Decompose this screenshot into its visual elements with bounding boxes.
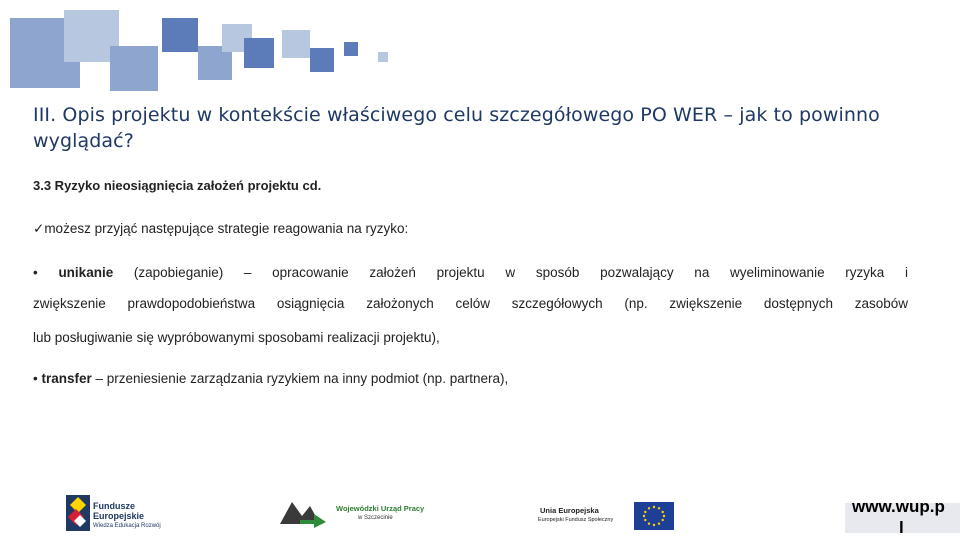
fe-line3: Wiedza Edukacja Rozwój [93,523,161,529]
wup-logo [280,498,430,530]
fe-star-icon [66,495,90,531]
deco-square [110,46,158,91]
eu-line2: Europejski Fundusz Społeczny [538,517,614,523]
eu-flag-icon [634,502,674,530]
deco-square [282,30,310,58]
intro-text: możesz przyjąć następujące strategie reagowania na ryzyko: [44,221,409,236]
deco-square [162,18,198,52]
wup-line1: Wojewódzki Urząd Pracy [336,504,425,513]
bullet-unikanie-line3: lub posługiwanie się wypróbowanymi sposobami realizacji projektu), [33,330,440,345]
bullet-term: transfer [41,371,92,386]
deco-square [244,38,274,68]
website-link-wrap[interactable]: l [899,518,904,537]
bullet-transfer [33,371,508,386]
bullet-text: (zapobieganie) – opracowanie założeń projektu w sposób pozwalający na wyeliminowanie ryzyka i [113,265,908,280]
deco-square [310,48,334,72]
intro-line [33,221,408,237]
wup-line2: w Szczecinie [358,515,393,521]
fundusze-europejskie-logo [66,495,176,533]
eu-logo [536,500,676,532]
deco-square [378,52,388,62]
bullet-dot: • [33,371,42,386]
slide-title: III. Opis projektu w kontekście właściwego celu szczegółowego PO WER – jak to powinno wyglądać? [33,104,880,152]
bullet-term: unikanie [58,265,114,280]
check-icon: ✓ [33,221,45,236]
fe-line2: Europejskie [93,511,145,521]
website-link[interactable]: www.wup.p [852,497,945,516]
eu-line1: Unia Europejska [540,506,599,515]
section-heading: 3.3 Ryzyko nieosiągnięcia założeń projektu cd. [33,178,322,193]
fe-line1: Fundusze [93,501,135,511]
bullet-dot: • [33,265,59,280]
bullet-unikanie-line2: zwiększenie prawdopodobieństwa osiągnięcia założonych celów szczegółowych (np. zwiększenie dostępnych zasobów [33,296,908,311]
deco-square [344,42,358,56]
wup-mark-icon [280,498,332,528]
bullet-text: – przeniesienie zarządzania ryzykiem na inny podmiot (np. partnera), [91,371,509,386]
bullet-unikanie-line1 [33,265,908,280]
